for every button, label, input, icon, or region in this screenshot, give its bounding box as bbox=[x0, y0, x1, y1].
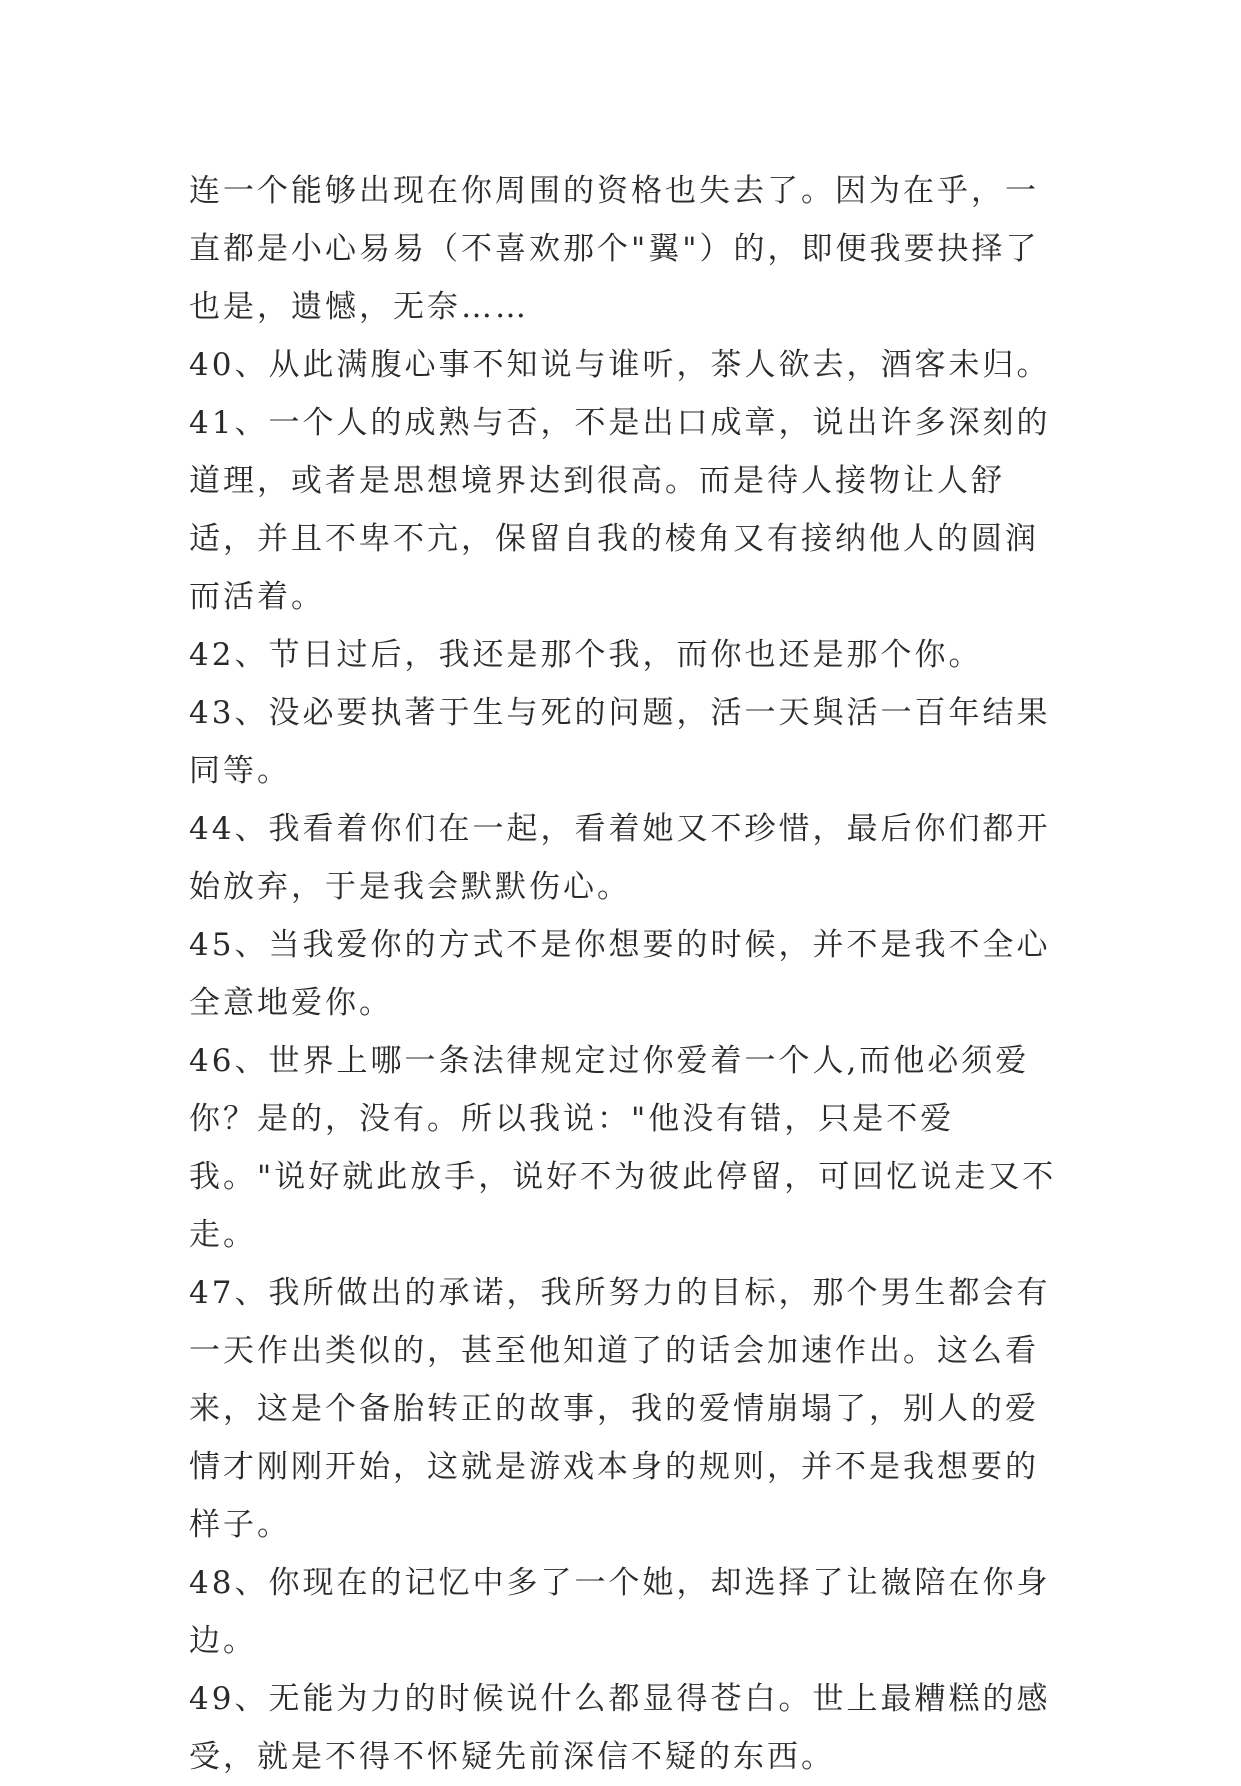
paragraph-41: 41、一个人的成熟与否，不是出口成章，说出许多深刻的道理，或者是思想境界达到很高。而是待人接物让人舒适，并且不卑不亢，保留自我的棱角又有接纳他人的圆润而活着。 bbox=[189, 405, 1051, 615]
paragraph-48: 48、你现在的记忆中多了一个她，却选择了让嶶陪在你身边。 bbox=[189, 1565, 1051, 1659]
paragraph-45: 45、当我爱你的方式不是你想要的时候，并不是我不全心全意地爱你。 bbox=[189, 927, 1051, 1021]
paragraph-42: 42、节日过后，我还是那个我，而你也还是那个你。 bbox=[189, 637, 983, 673]
paragraph-49: 49、无能为力的时候说什么都显得苍白。世上最糟糕的感受，就是不得不怀疑先前深信不疑的东西。 bbox=[189, 1681, 1051, 1775]
paragraph-47: 47、我所做出的承诺，我所努力的目标，那个男生都会有一天作出类似的，甚至他知道了的话会加速作出。这么看来，这是个备胎转正的故事，我的爱情崩塌了，别人的爱情才刚刚开始，这就是游戏本身的规则，并不是我想要的样子。 bbox=[189, 1275, 1051, 1543]
paragraph-43: 43、没必要执著于生与死的问题，活一天與活一百年结果同等。 bbox=[189, 695, 1051, 789]
paragraph-40: 40、从此满腹心事不知说与谁听，茶人欲去，酒客未归。 bbox=[189, 347, 1051, 383]
paragraph-44: 44、我看着你们在一起，看着她又不珍惜，最后你们都开始放弃，于是我会默默伤心。 bbox=[189, 811, 1051, 905]
document-body bbox=[189, 162, 1069, 1786]
paragraph-continuation: 连一个能够出现在你周围的资格也失去了。因为在乎，一直都是小心易易（不喜欢那个"翼"）的，即便我要抉择了也是，遗憾，无奈…… bbox=[189, 173, 1040, 325]
paragraph-46: 46、世界上哪一条法律规定过你爱着一个人,而他必须爱你？是的，没有。所以我说："他没有错，只是不爱我。"说好就此放手，说好不为彼此停留，可回忆说走又不走。 bbox=[189, 1043, 1057, 1253]
